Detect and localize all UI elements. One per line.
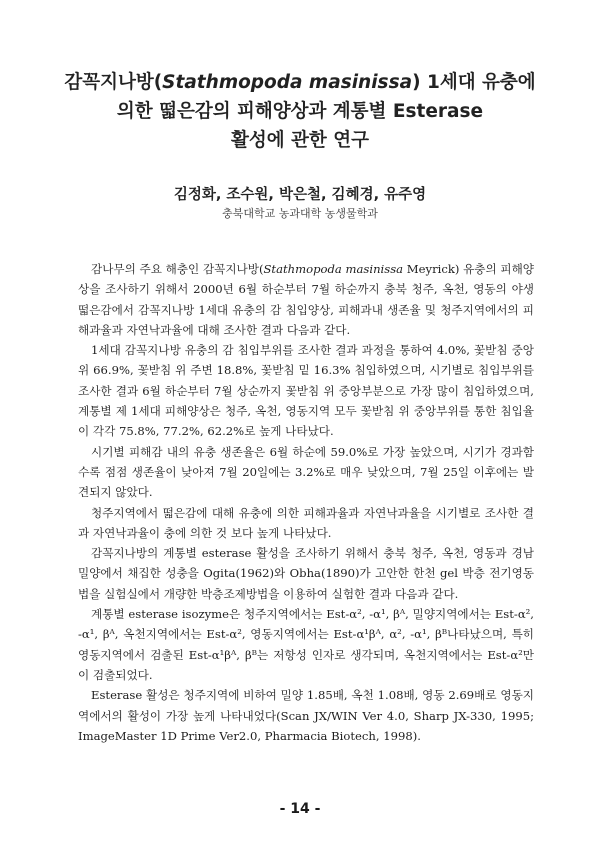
paragraph-1-text-a: 감나무의 주요 해충인 감꼭지나방( bbox=[91, 262, 264, 276]
title-prefix: 감꼭지나방( bbox=[64, 72, 163, 93]
paragraph-3: 시기별 피해감 내의 유충 생존율은 6월 하순에 59.0%로 가장 높았으며, 시기가 경과함수록 점점 생존율이 낮아져 7월 20일에는 3.2%로 매우 낮았으며, 7월 25일 이후에는 발견되지 않았다. bbox=[78, 444, 534, 500]
page-number: - 14 - bbox=[279, 801, 321, 817]
paragraph-5: 감꼭지나방의 계통별 esterase 활성을 조사하기 위해서 충북 청주, 옥천, 영동과 경남 밀양에서 채집한 성충을 Ogita(1962)와 Obha(1890)가 고안한 한천 gel 박층 전기영동법을 실험실에서 개량한 박층조제방법을 이용하여 실험한 결과 다음과 같다. bbox=[78, 546, 534, 601]
title-suffix: ) 1세대 유충에 bbox=[412, 72, 536, 93]
paragraph-4: 청주지역에서 떫은감에 대해 유충에 의한 피해과율과 자연낙과율을 시기별로 조사한 결과 자연낙과율이 충에 의한 것 보다 높게 나타났다. bbox=[78, 505, 534, 540]
paragraph-7: Esterase 활성은 청주지역에 비하여 밀양 1.85배, 옥천 1.08배, 영동 2.69배로 영동지역에서의 활성이 가장 높게 나타내었다(Scan JX/WIN Ver 4.0, Sharp JX-330, 1995; ImageMaster 1D Prime Ver2.0, Pharmacia Biotech, 1998). bbox=[78, 688, 534, 743]
paragraph-1 bbox=[78, 259, 534, 340]
title-species-name: Stathmopoda masinissa bbox=[162, 72, 413, 93]
title-line-2: 의한 떫은감의 피해양상과 계통별 Esterase bbox=[116, 101, 484, 122]
author-list: 김정화, 조수원, 박은철, 김혜경, 유주영 bbox=[173, 187, 427, 203]
paragraph-2: 1세대 감꼭지나방 유충의 감 침입부위를 조사한 결과 과정을 통하여 4.0%, 꽃받침 중앙위 66.9%, 꽃받침 위 주변 18.8%, 꽃받침 밑 16.3% 침입하였으며, 시기별로 침입부위를 조사한 결과 6월 하순부터 7월 상순까지 꽃받침 위 중앙부분으로 가장 많이 침입하였으며, 계통별 제 1세대 피해양상은 청주, 옥천, 영동지역 모두 꽃받침 위 중앙부위를 통한 침입율이 각각 75.8%, 77.2%, 62.2%로 높게 나타났다. bbox=[78, 343, 534, 439]
title-line-1 bbox=[40, 68, 560, 97]
paragraph-1-species: Stathmopoda masinissa bbox=[263, 262, 404, 276]
title-line-3: 활성에 관한 연구 bbox=[231, 130, 369, 151]
paper-title bbox=[40, 68, 560, 155]
author-affiliation: 충북대학교 농과대학 농생물학과 bbox=[222, 207, 378, 220]
paragraph-6: 계통별 esterase isozyme은 청주지역에서는 Est-α², -α¹, βᴬ, 밀양지역에서는 Est-α², -α¹, βᴬ, 옥천지역에서는 Est-α², 영동지역에서는 Est-α¹βᴬ, α², -α¹, βᴮ나타났으며, 특히 영동지역에서 검출된 Est-α¹βᴬ, βᴮ는 저항성 인자로 생각되며, 옥천지역에서는 Est-α²만이 검출되었다. bbox=[78, 607, 534, 682]
paragraph-1-text-b: Meyrick) 유충의 피해양상을 조사하기 위해서 2000년 6월 하순부터 7월 하순까지 충북 청주, 옥천, 영동의 야생 떫은감에서 감꼭지나방 1세대 유충의 감 침입양상, 피해과내 생존율 및 청주지역에서의 피해과율과 자연낙과율에 대해 조사한 결과 다음과 같다. bbox=[78, 262, 535, 337]
abstract-body bbox=[78, 259, 534, 746]
